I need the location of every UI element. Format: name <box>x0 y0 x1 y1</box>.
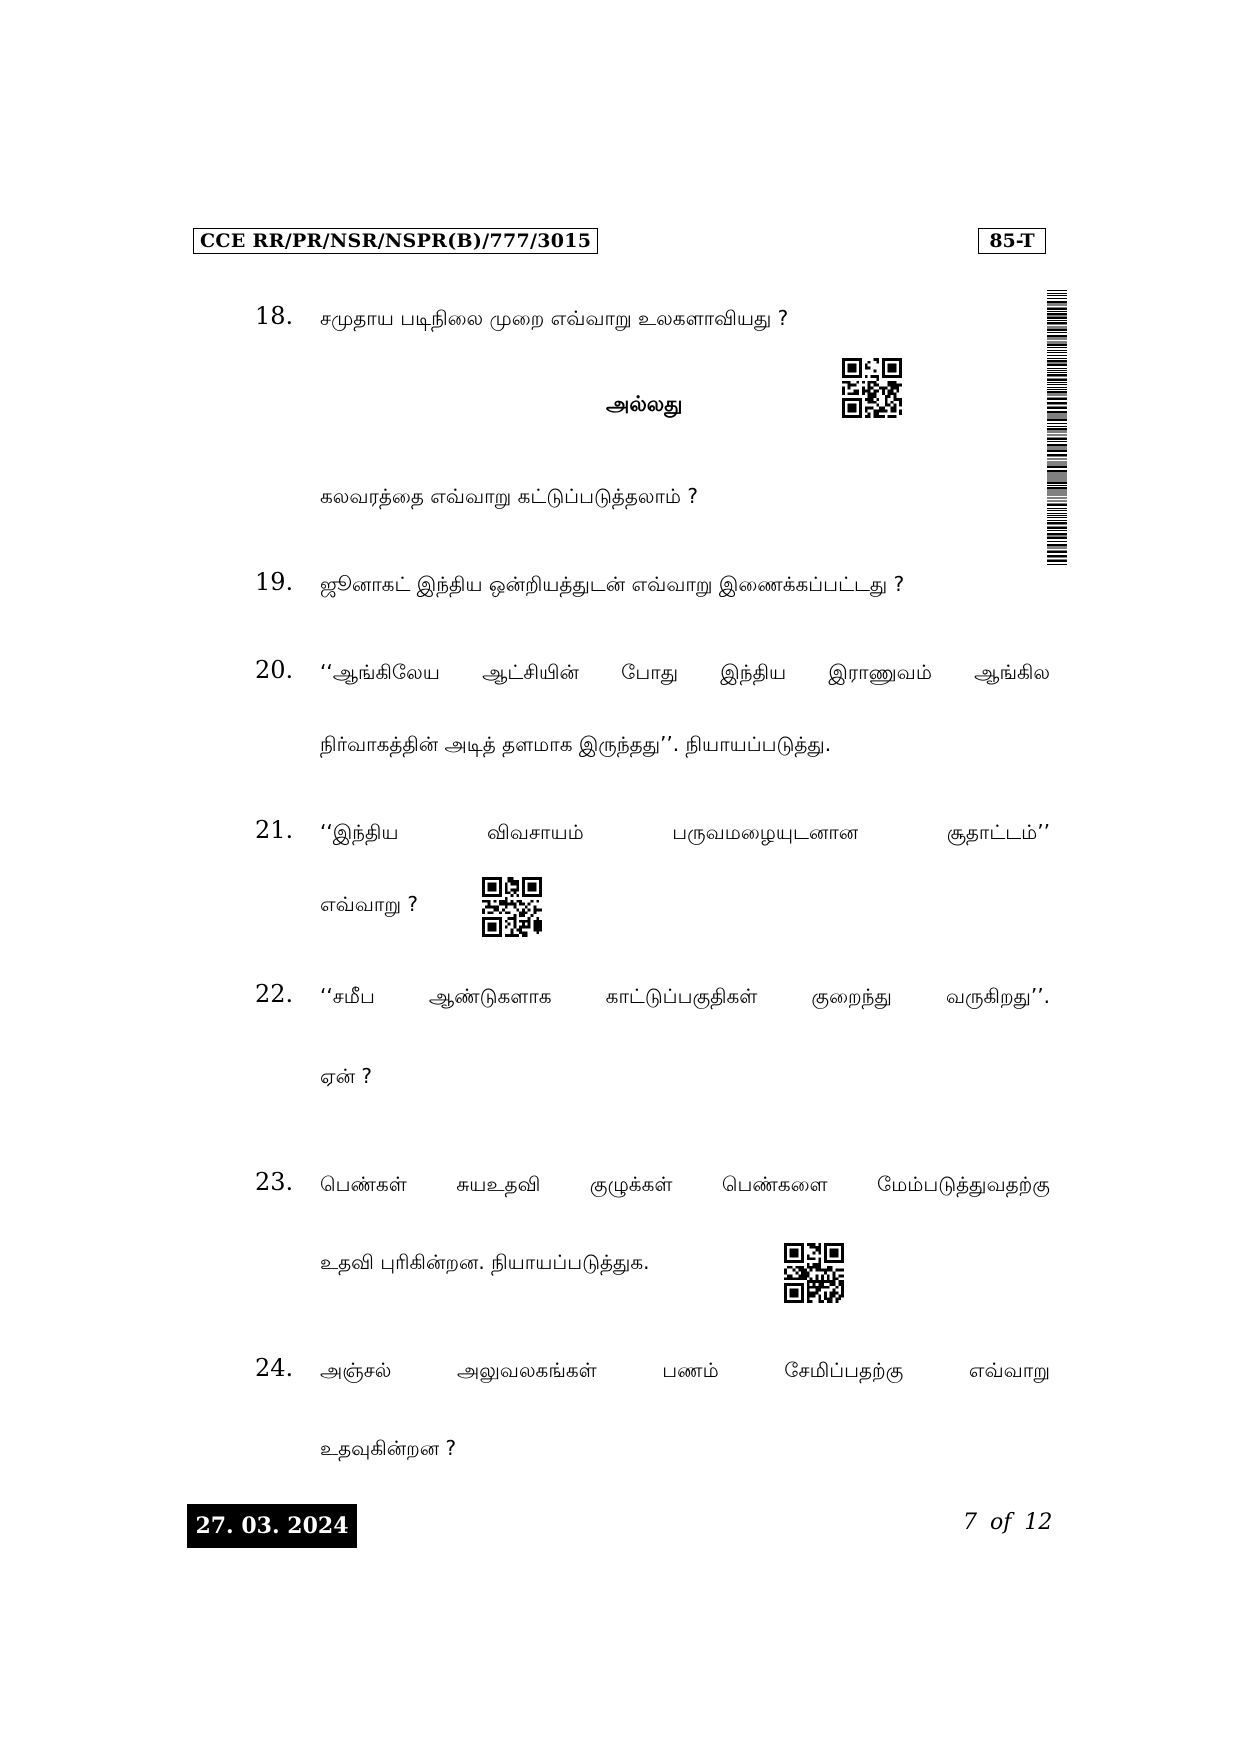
question-text: நிர்வாகத்தின் அடித் தளமாக இருந்தது’’. நியாயப்படுத்து. <box>320 732 832 756</box>
paper-code: 85-T <box>978 228 1046 254</box>
question-number: 23. <box>255 1168 294 1196</box>
question-text-justified <box>320 820 1050 847</box>
question-number: 19. <box>255 568 294 596</box>
word: அஞ்சல் <box>320 1358 392 1382</box>
word: காட்டுப்பகுதிகள் <box>605 984 758 1008</box>
word: அலுவலகங்கள் <box>456 1358 597 1382</box>
word: இராணுவம் <box>828 660 932 684</box>
qr-code-2 <box>482 877 542 937</box>
word: சுயஉதவி <box>456 1172 541 1196</box>
page-number: 7 of 12 <box>963 1510 1053 1535</box>
word: குறைந்து <box>811 984 892 1008</box>
question-text: ஏன் ? <box>320 1064 372 1088</box>
question-text: ஜூனாகட் இந்திய ஒன்றியத்துடன் எவ்வாறு இணைக்கப்பட்டது ? <box>320 572 905 596</box>
word: பணம் <box>662 1358 719 1382</box>
question-number: 20. <box>255 656 294 684</box>
question-text: சமுதாய படிநிலை முறை எவ்வாறு உலகளாவியது ? <box>320 306 789 330</box>
question-number: 22. <box>255 980 294 1008</box>
word: பெண்கள் <box>320 1172 407 1196</box>
word: பெண்களை <box>721 1172 828 1196</box>
question-text-justified <box>320 1172 1050 1199</box>
word: ‘‘ஆங்கிலேய <box>320 660 440 684</box>
word: ‘‘சமீப <box>320 984 375 1008</box>
question-text: எவ்வாறு ? <box>320 892 419 916</box>
qr-code-3 <box>784 1243 844 1303</box>
word: ‘‘இந்திய <box>320 820 399 844</box>
word: இந்திய <box>720 660 787 684</box>
question-text: கலவரத்தை எவ்வாறு கட்டுப்படுத்தலாம் ? <box>320 484 698 508</box>
word: சூதாட்டம்’’ <box>946 820 1050 844</box>
question-text: உதவுகின்றன ? <box>320 1436 457 1460</box>
or-label: அல்லது <box>606 392 683 416</box>
word: போது <box>621 660 679 684</box>
word: சேமிப்பதற்கு <box>784 1358 904 1382</box>
question-text-justified <box>320 1358 1050 1385</box>
word: ஆண்டுகளாக <box>428 984 552 1008</box>
exam-code: CCE RR/PR/NSR/NSPR(B)/777/3015 <box>193 228 598 254</box>
question-text-justified <box>320 660 1050 687</box>
qr-code-1 <box>842 358 902 418</box>
question-text: உதவி புரிகின்றன. நியாயப்படுத்துக. <box>320 1250 650 1274</box>
word: குழுக்கள் <box>589 1172 673 1196</box>
barcode <box>1047 290 1067 566</box>
word: ஆங்கில <box>974 660 1050 684</box>
word: ஆட்சியின் <box>482 660 579 684</box>
question-number: 18. <box>255 302 294 330</box>
word: மேம்படுத்துவதற்கு <box>877 1172 1050 1196</box>
word: விவசாயம் <box>487 820 584 844</box>
question-number: 21. <box>255 816 294 844</box>
question-number: 24. <box>255 1354 294 1382</box>
word: எவ்வாறு <box>968 1358 1050 1382</box>
question-text-justified <box>320 984 1050 1011</box>
word: பருவமழையுடனான <box>672 820 859 844</box>
word: வருகிறது’’. <box>945 984 1050 1008</box>
exam-date: 27. 03. 2024 <box>187 1504 357 1548</box>
